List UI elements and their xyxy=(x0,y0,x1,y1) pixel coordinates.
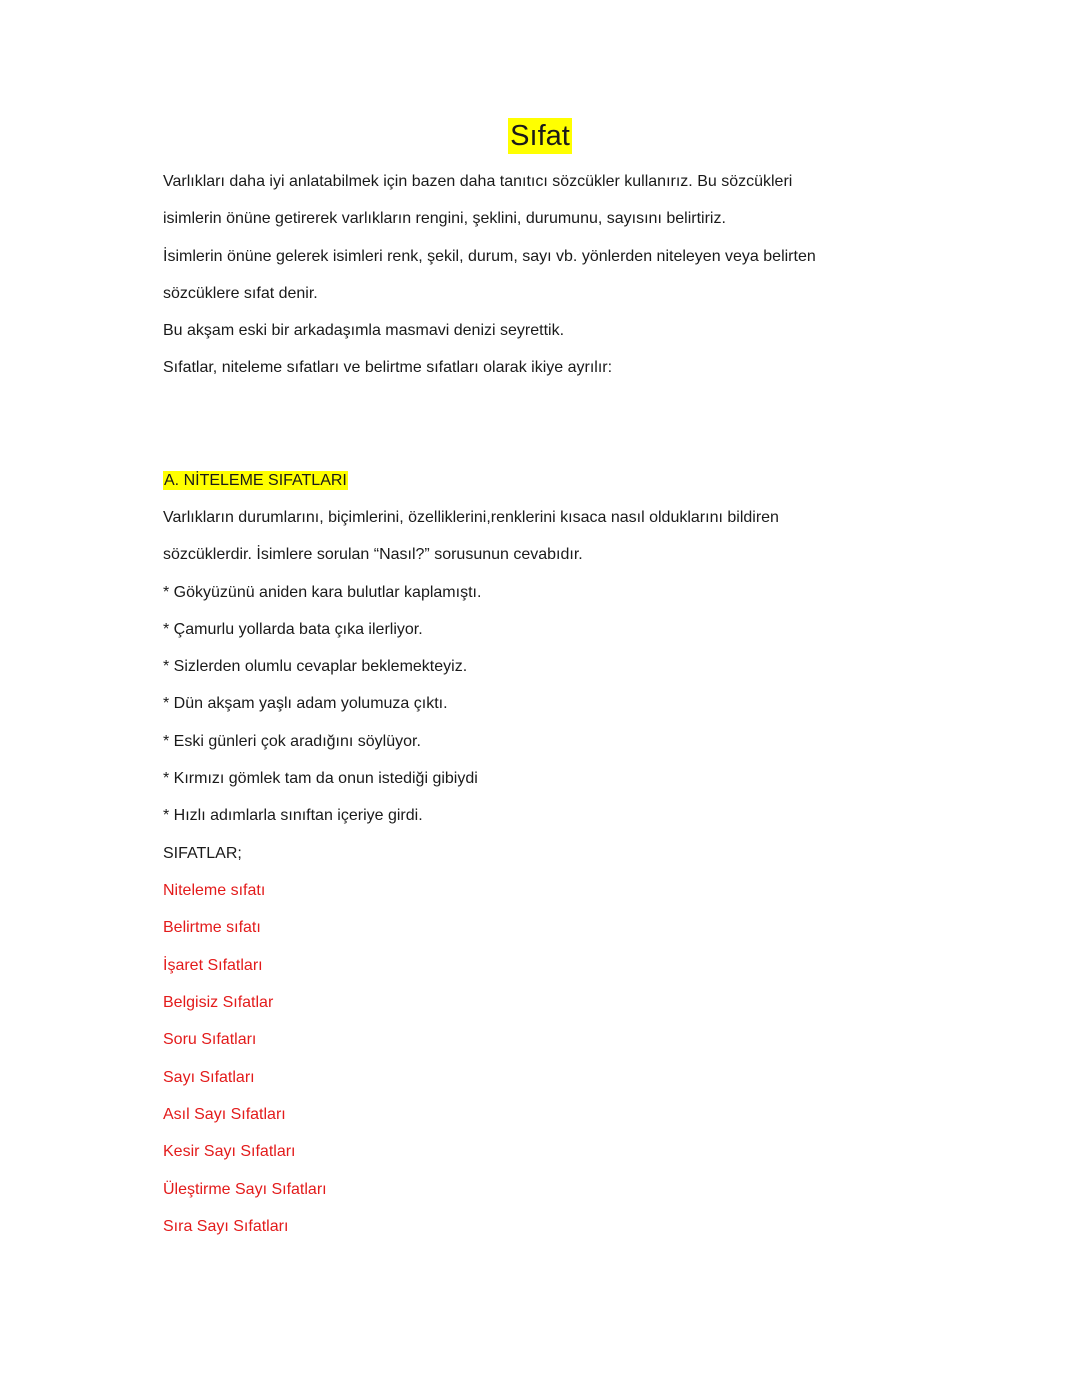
sifat-type-item: Üleştirme Sayı Sıfatları xyxy=(163,1181,327,1198)
intro-line-3: İsimlerin önüne gelerek isimleri renk, şekil, durum, sayı vb. yönlerden niteleyen veya belirten xyxy=(163,248,816,265)
sifatlar-heading: SIFATLAR; xyxy=(163,845,242,862)
sifat-type-item: Asıl Sayı Sıfatları xyxy=(163,1106,286,1123)
sifat-type-item: Niteleme sıfatı xyxy=(163,882,266,899)
sifat-type-item: Belirtme sıfatı xyxy=(163,919,261,936)
intro-example: Bu akşam eski bir arkadaşımla masmavi denizi seyrettik. xyxy=(163,322,565,339)
sifat-type-item: Kesir Sayı Sıfatları xyxy=(163,1143,296,1160)
section-a-desc-2: sözcüklerdir. İsimlere sorulan “Nasıl?” sorusunun cevabıdır. xyxy=(163,546,583,563)
document-title: Sıfat xyxy=(510,120,570,152)
example-item: * Sizlerden olumlu cevaplar beklemekteyiz. xyxy=(163,658,468,675)
sifat-type-item: Soru Sıfatları xyxy=(163,1031,257,1048)
example-item: * Hızlı adımlarla sınıftan içeriye girdi. xyxy=(163,807,423,824)
section-a-heading: A. NİTELEME SIFATLARI xyxy=(164,472,347,489)
intro-line-1: Varlıkları daha iyi anlatabilmek için bazen daha tanıtıcı sözcükler kullanırız. Bu sözcükleri xyxy=(163,173,793,190)
sifat-type-item: Sıra Sayı Sıfatları xyxy=(163,1218,289,1235)
intro-line-2: isimlerin önüne getirerek varlıkların rengini, şeklini, durumunu, sayısını belirtiriz. xyxy=(163,210,726,227)
example-item: * Çamurlu yollarda bata çıka ilerliyor. xyxy=(163,621,423,638)
section-a-desc-1: Varlıkların durumlarını, biçimlerini, özelliklerini,renklerini kısaca nasıl olduklarını bildiren xyxy=(163,509,779,526)
title-container xyxy=(0,118,1080,154)
intro-line-4: sözcüklere sıfat denir. xyxy=(163,285,318,302)
example-item: * Dün akşam yaşlı adam yolumuza çıktı. xyxy=(163,695,448,712)
intro-line-6: Sıfatlar, niteleme sıfatları ve belirtme sıfatları olarak ikiye ayrılır: xyxy=(163,359,613,376)
sifat-type-item: Sayı Sıfatları xyxy=(163,1069,255,1086)
example-item: * Eski günleri çok aradığını söylüyor. xyxy=(163,733,421,750)
example-item: * Gökyüzünü aniden kara bulutlar kaplamıştı. xyxy=(163,584,482,601)
sifat-type-item: İşaret Sıfatları xyxy=(163,957,263,974)
section-a-heading-line xyxy=(163,471,348,491)
sifat-type-item: Belgisiz Sıfatlar xyxy=(163,994,274,1011)
example-item: * Kırmızı gömlek tam da onun istediği gibiydi xyxy=(163,770,478,787)
